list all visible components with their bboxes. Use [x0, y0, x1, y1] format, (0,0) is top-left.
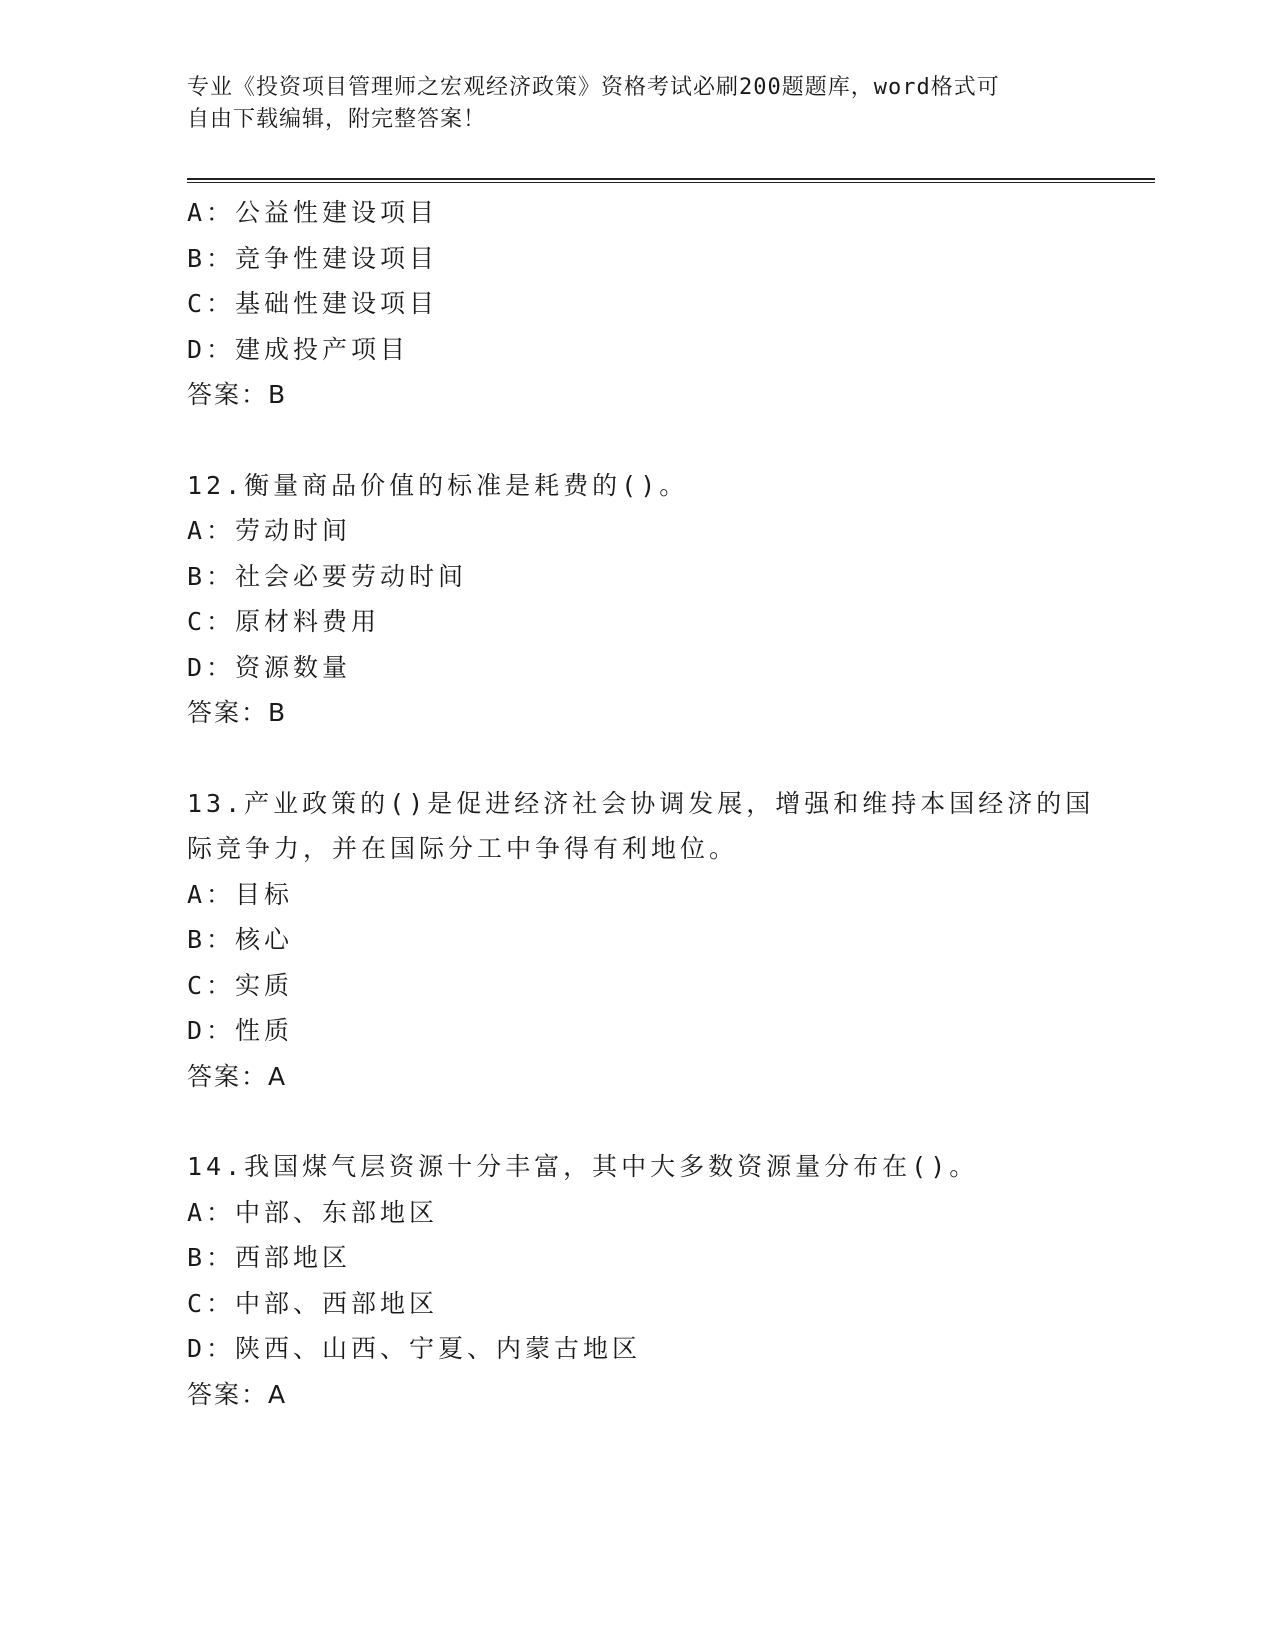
document-header — [187, 72, 1067, 136]
option-c: C：原材料费用 — [187, 607, 381, 636]
question-stem-line-1: 13.产业政策的()是促进经济社会协调发展，增强和维持本国经济的国 — [187, 788, 1095, 818]
header-divider — [187, 178, 1155, 183]
option-d: D：资源数量 — [187, 652, 352, 682]
question-stem: 12.衡量商品价值的标准是耗费的()。 — [187, 470, 689, 500]
option-d: D：陕西、山西、宁夏、内蒙古地区 — [187, 1334, 642, 1363]
question-gap — [187, 418, 1087, 463]
header-line-2: 自由下载编辑，附完整答案！ — [187, 107, 487, 132]
header-line-1: 专业《投资项目管理师之宏观经济政策》资格考试必刷200题题库，word格式可 — [187, 75, 1000, 100]
option-a: A：中部、东部地区 — [187, 1197, 439, 1227]
question-stem: 14.我国煤气层资源十分丰富，其中大多数资源量分布在()。 — [187, 1152, 979, 1181]
option-b: B：西部地区 — [187, 1243, 352, 1272]
question-gap — [187, 1099, 1087, 1144]
option-d: D：建成投产项目 — [187, 334, 410, 364]
question-11 — [187, 190, 1087, 418]
answer: 答案：B — [187, 698, 288, 727]
option-b: B：核心 — [187, 925, 294, 954]
question-12 — [187, 463, 1087, 736]
option-c: C：基础性建设项目 — [187, 289, 439, 318]
option-b: B：竞争性建设项目 — [187, 243, 439, 273]
option-a: A：目标 — [187, 879, 294, 909]
question-14 — [187, 1144, 1087, 1417]
answer: 答案：A — [187, 1379, 288, 1409]
question-list — [187, 190, 1095, 1417]
answer: 答案：B — [187, 380, 288, 409]
option-a: A：公益性建设项目 — [187, 198, 439, 227]
question-gap — [187, 736, 1087, 781]
answer: 答案：A — [187, 1061, 288, 1091]
question-13 — [187, 781, 1095, 1100]
question-stem-line-2: 际竞争力，并在国际分工中争得有利地位。 — [187, 834, 739, 863]
option-d: D：性质 — [187, 1016, 294, 1045]
option-c: C：中部、西部地区 — [187, 1288, 439, 1318]
option-c: C：实质 — [187, 970, 294, 1000]
option-a: A：劳动时间 — [187, 516, 352, 545]
option-b: B：社会必要劳动时间 — [187, 561, 468, 591]
